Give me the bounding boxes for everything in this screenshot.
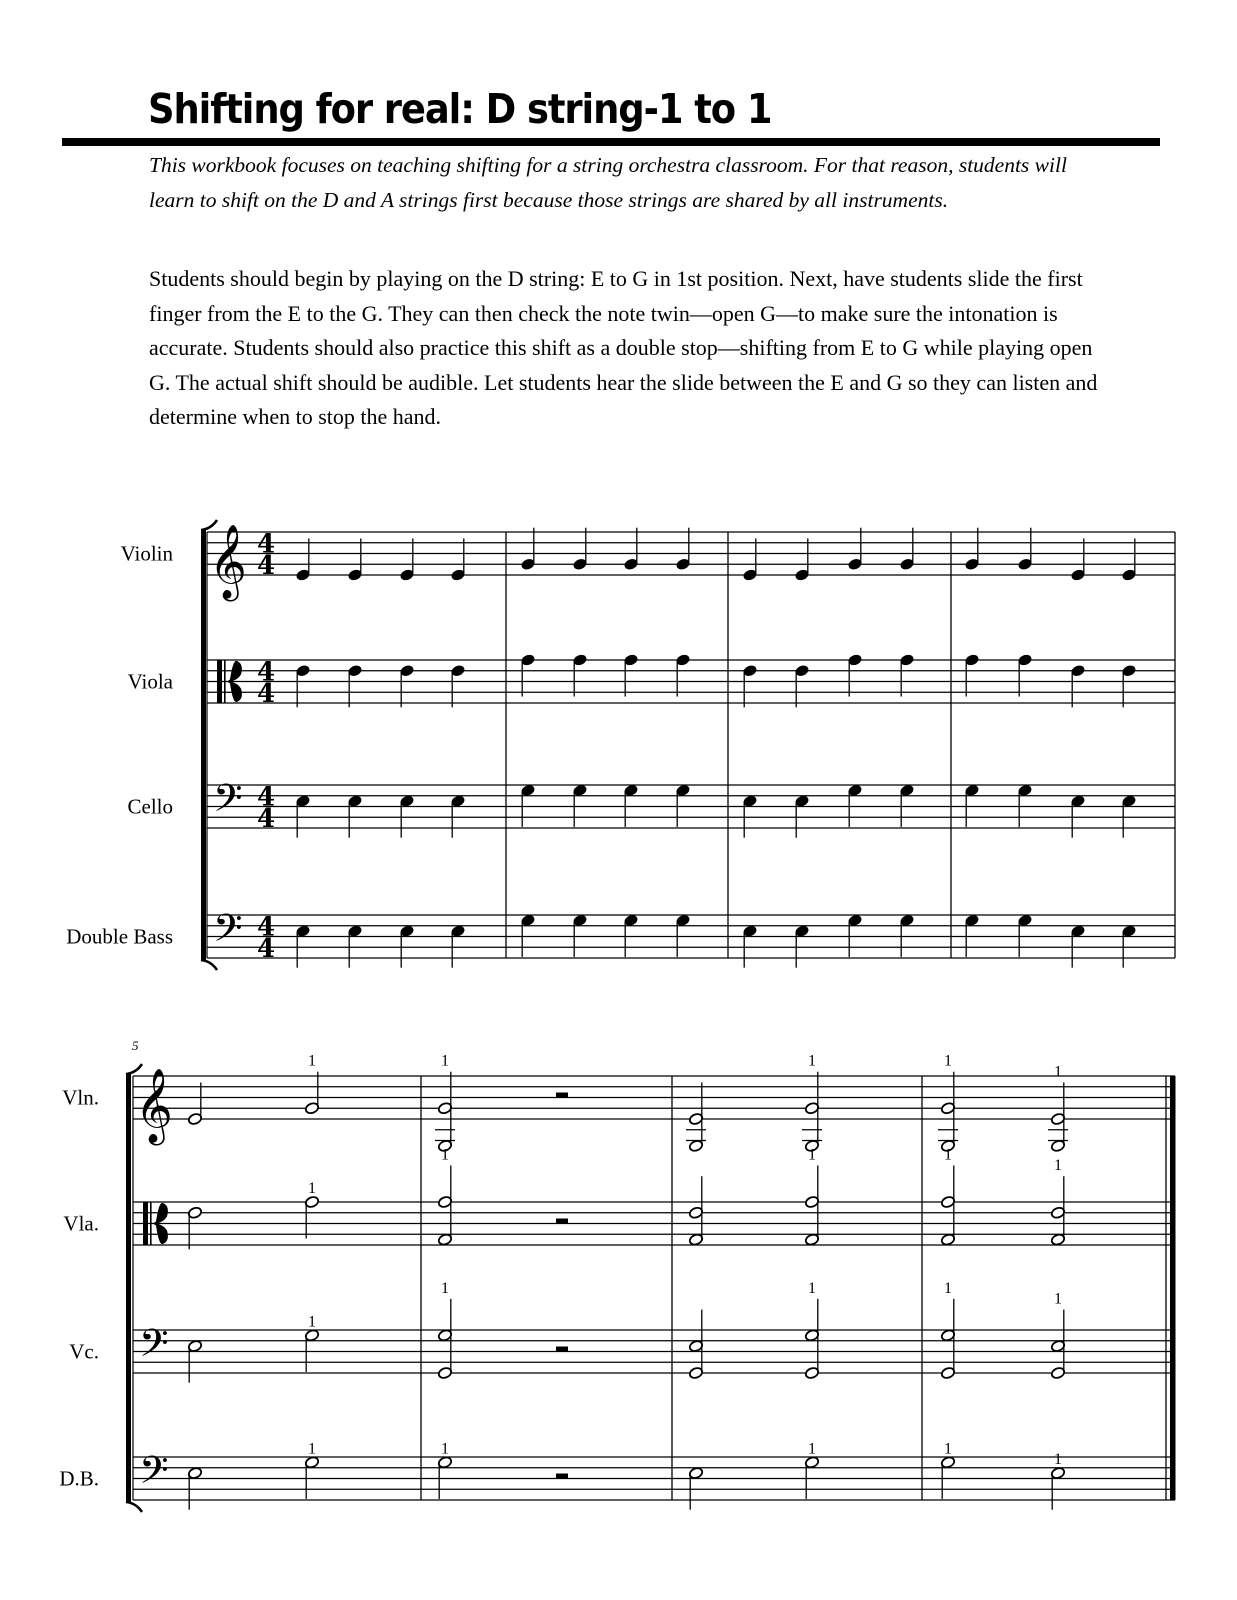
treble-clef-icon: 𝄞 (209, 525, 247, 599)
fingering-number: 1 (808, 1279, 816, 1297)
instructions-paragraph: Students should begin by playing on the D string: E to G in 1st position. Next, have students slide the first finger from the E to the G. They can then check the note twin—open G—to make sure the intonation is accurate. Students should also practice this shift as a double stop—shifting from E to G while playing open G. The actual shift should be audible. Let students hear the slide between the E and G so they can listen and determine when to stop the hand. (149, 266, 1098, 430)
fingering-number: 1 (944, 1146, 952, 1164)
instrument-label: D.B. (59, 1466, 99, 1491)
half-rest-icon (556, 1347, 568, 1352)
half-rest-icon (556, 1093, 568, 1098)
instrument-label: Cello (127, 794, 173, 819)
fingering-number: 1 (308, 1052, 316, 1070)
system-bracket (201, 530, 206, 960)
time-signature-denominator: 4 (257, 804, 276, 834)
fingering-number: 1 (441, 1440, 449, 1458)
score-system-1 (66, 520, 1175, 970)
staff-cello (128, 775, 1176, 837)
instrument-label: Vln. (62, 1085, 99, 1110)
fingering-number: 1 (808, 1052, 816, 1070)
fingering-number: 1 (1054, 1063, 1062, 1081)
fingering-number: 1 (944, 1052, 952, 1070)
measure-number: 5 (132, 1038, 139, 1053)
staff-vc (69, 1280, 1175, 1383)
treble-clef-icon: 𝄞 (135, 1069, 173, 1143)
fingering-number: 1 (308, 1180, 316, 1197)
alto-clef-bar (217, 660, 222, 703)
system-bracket (126, 1074, 131, 1502)
fingering-number: 1 (1054, 1451, 1062, 1469)
instrument-label: Double Bass (66, 924, 173, 949)
fingering-number: 1 (808, 1440, 816, 1458)
staff-vla (63, 1146, 1175, 1249)
time-signature-denominator: 4 (257, 551, 276, 581)
bass-clef-icon: 𝄢 (139, 1320, 169, 1375)
time-signature-denominator: 4 (257, 679, 276, 709)
bass-clef-icon: 𝄢 (213, 775, 243, 830)
staff-d-b (59, 1440, 1175, 1509)
bracket-bottom-hook (126, 1502, 142, 1512)
instrument-label: Violin (120, 541, 173, 566)
alto-clef-bar (143, 1202, 148, 1245)
fingering-number: 1 (441, 1052, 449, 1070)
fingering-number: 1 (1054, 1290, 1062, 1308)
page-title: Shifting for real: D string-1 to 1 (148, 85, 772, 133)
time-signature-numerator: 4 (257, 657, 276, 688)
time-signature-denominator: 4 (257, 934, 276, 964)
half-rest-icon (556, 1219, 568, 1224)
bass-clef-icon: 𝄢 (139, 1447, 169, 1502)
fingering-number: 1 (308, 1440, 316, 1458)
intro-paragraph: This workbook focuses on teaching shifting for a string orchestra classroom. For that reason, students will learn to shift on the D and A strings first because those strings are shared by all instruments. (149, 153, 1067, 212)
alto-clef-bar (150, 1202, 152, 1245)
fingering-number: 1 (1054, 1157, 1062, 1175)
bass-clef-icon: 𝄢 (213, 905, 243, 960)
fingering-number: 1 (944, 1440, 952, 1458)
fingering-number: 1 (441, 1279, 449, 1297)
time-signature-numerator: 4 (257, 529, 276, 560)
fingering-number: 1 (441, 1146, 449, 1164)
fingering-number: 1 (308, 1313, 316, 1331)
score-system-2 (59, 1038, 1175, 1512)
staff-double-bass (66, 905, 1175, 967)
time-signature-numerator: 4 (257, 912, 276, 943)
fingering-number: 1 (808, 1146, 816, 1164)
final-barline-thick (1170, 1076, 1176, 1500)
staff-violin (121, 525, 1175, 602)
alto-clef-bar (224, 660, 226, 703)
instrument-label: Vla. (63, 1211, 99, 1236)
instrument-label: Viola (127, 669, 173, 694)
bracket-bottom-hook (201, 960, 217, 970)
instrument-label: Vc. (69, 1339, 99, 1364)
time-signature-numerator: 4 (257, 782, 276, 813)
staff-vln (62, 1053, 1175, 1153)
fingering-number: 1 (944, 1279, 952, 1297)
half-rest-icon (556, 1474, 568, 1479)
staff-viola (128, 653, 1175, 709)
